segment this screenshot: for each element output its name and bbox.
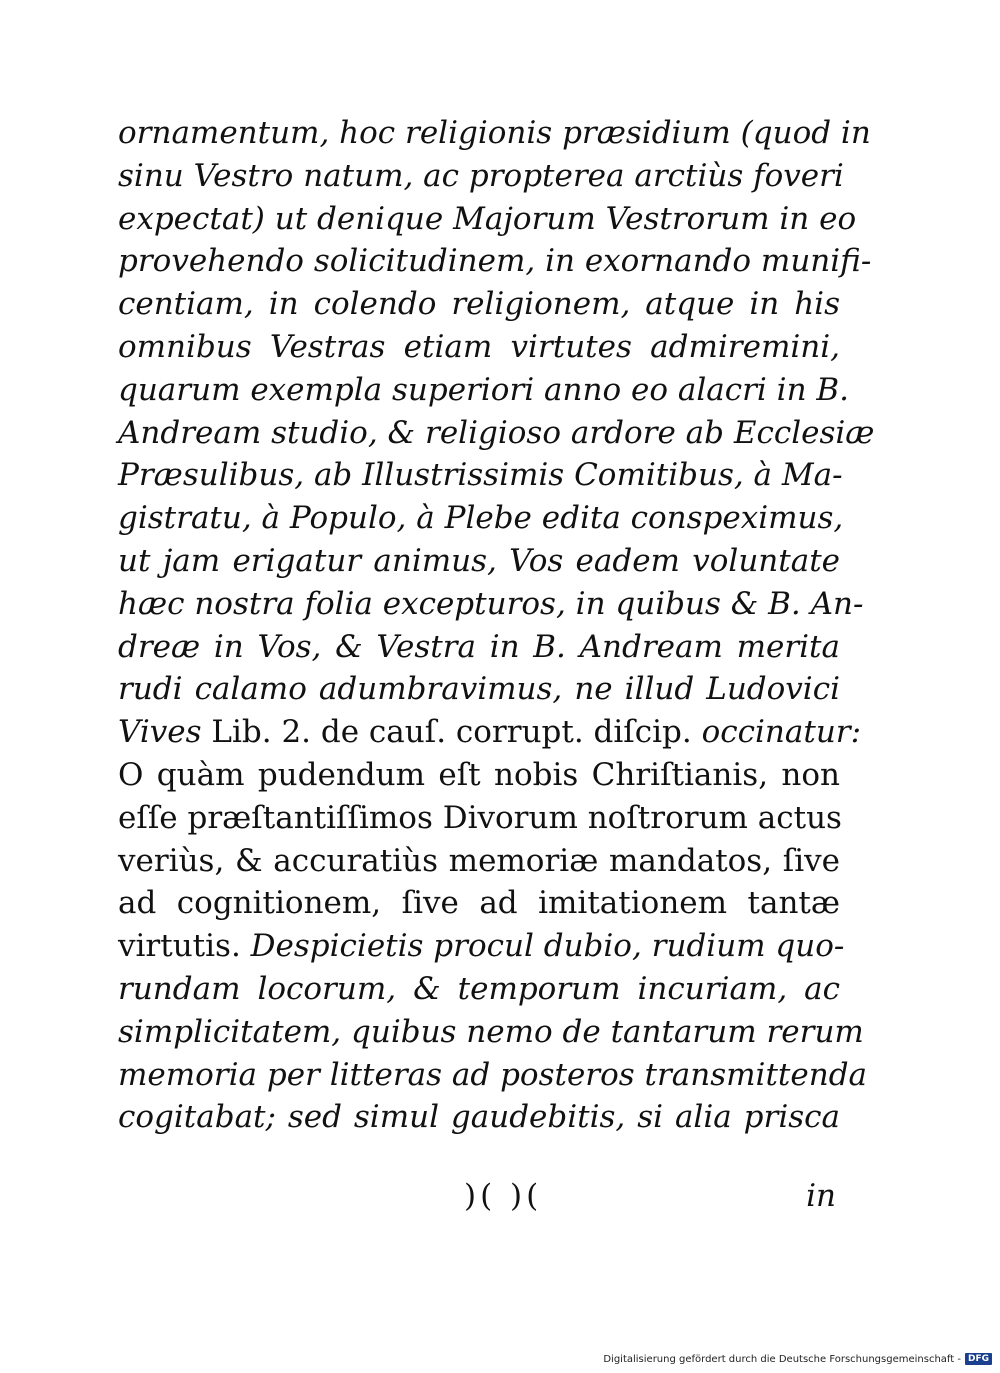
text-line: cogitabat; sed simul gaudebitis, si alia prisca <box>118 1099 840 1136</box>
text-line: gistratu, à Populo, à Plebe edita conspeximus, <box>118 500 844 537</box>
catchword: in <box>806 1178 836 1214</box>
body-text <box>118 112 875 1139</box>
page-signature-row <box>118 1178 840 1222</box>
text-line: ut jam erigatur animus, Vos eadem voluntate <box>118 542 840 579</box>
text-line: simplicitatem, quibus nemo de tantarum rerum <box>118 1013 864 1050</box>
text-line: expectat) ut denique Majorum Vestrorum in eo <box>118 200 857 237</box>
text-line <box>118 711 862 754</box>
text-line: rudi calamo adumbravimus, ne illud Ludovici <box>118 671 840 708</box>
text-line: provehendo solicitudinem, in exornando munifi- <box>118 243 872 280</box>
text-line: sinu Vestro natum, ac propterea arctiùs foveri <box>118 157 844 194</box>
text-line: ad cognitionem, ſive ad imitationem tantæ <box>118 885 840 922</box>
text-line: centiam, in colendo religionem, atque in his <box>118 286 840 323</box>
text-line: eſſe præſtantiſſimos Divorum noſtrorum actus <box>118 799 842 836</box>
signature-mark: )( )( <box>464 1178 543 1214</box>
text-line: hæc nostra folia excepturos, in quibus & B. An- <box>118 585 864 622</box>
text-line: ornamentum, hoc religionis præsidium (quod in <box>118 115 871 151</box>
text-line: Andream studio, & religioso ardore ab Ecclesiæ <box>118 414 875 451</box>
dfg-logo: DFG <box>965 1353 992 1365</box>
text-line: O quàm pudendum eſt nobis Chriſtianis, non <box>118 756 840 793</box>
text-line: rundam locorum, & temporum incuriam, ac <box>118 970 840 1007</box>
text-line: memoria per litteras ad posteros transmittenda <box>118 1056 868 1093</box>
text-line: quarum exempla superiori anno eo alacri in B. <box>118 371 850 408</box>
text-line-segment: occinatur: <box>701 714 862 751</box>
text-line: veriùs, & accuratiùs memoriæ mandatos, ſive <box>118 842 840 879</box>
text-line: omnibus Vestras etiam virtutes admiremini, <box>118 328 840 365</box>
text-line-segment: Vives <box>118 714 212 751</box>
footer-text: Digitalisierung gefördert durch die Deutsche Forschungsgemeinschaft - <box>603 1353 961 1365</box>
text-line-segment: Despicietis procul dubio, rudium quo- <box>250 928 845 965</box>
text-line: Præsulibus, ab Illustrissimis Comitibus, à Ma- <box>118 457 843 494</box>
text-line-segment: Lib. 2. de cauſ. corrupt. diſcip. <box>211 714 702 751</box>
digitization-footer <box>603 1353 992 1365</box>
text-line: dreæ in Vos, & Vestra in B. Andream merita <box>118 628 840 665</box>
text-line <box>118 925 845 968</box>
text-line-segment: virtutis. <box>118 928 251 965</box>
